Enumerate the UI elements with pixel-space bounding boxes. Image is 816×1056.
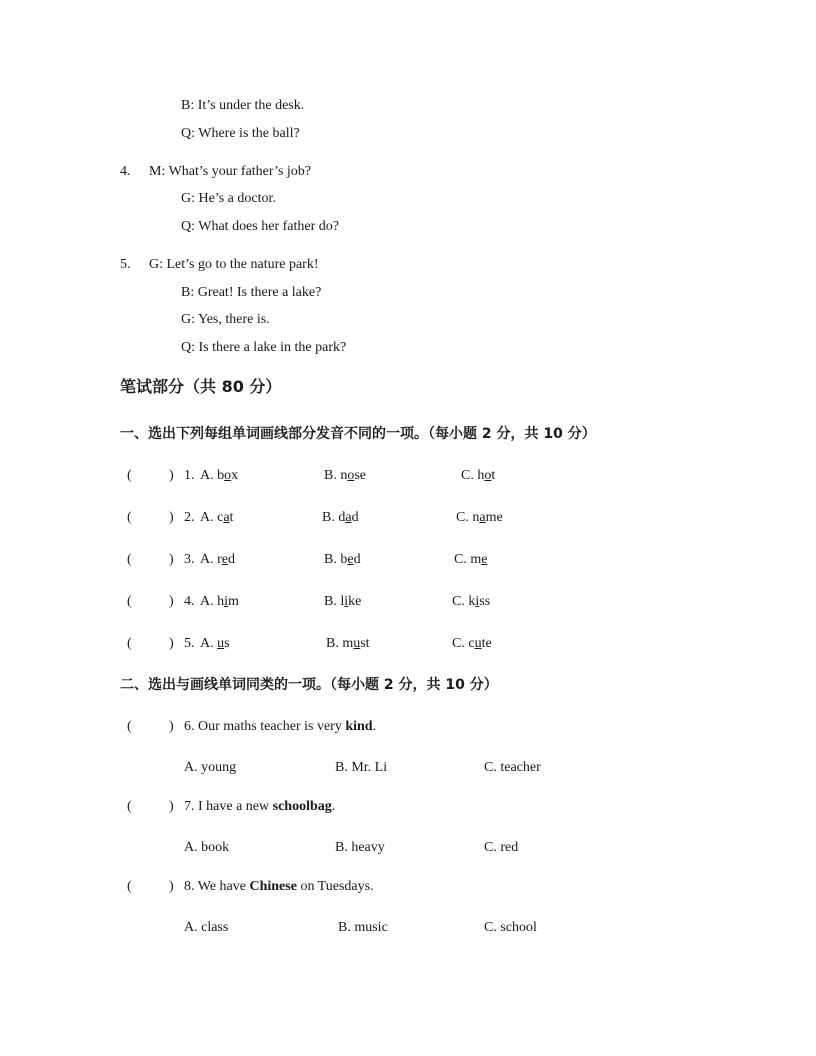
answer-blank-open[interactable]: ( [127, 719, 132, 734]
question-stem [184, 718, 376, 736]
underlined-letter: e [347, 552, 354, 567]
option-a[interactable]: A. class [184, 920, 229, 935]
option-b[interactable]: B. heavy [335, 840, 385, 855]
underlined-letter: i [475, 594, 480, 609]
option-a[interactable] [200, 593, 239, 611]
stem-text: Our maths teacher is very [198, 719, 346, 734]
underlined-letter: a [479, 510, 486, 525]
option-text: d [353, 552, 361, 567]
option-text: B. n [324, 468, 348, 483]
underlined-letter: o [224, 468, 232, 483]
underlined-letter: i [224, 594, 229, 609]
underlined-letter: u [353, 636, 361, 651]
script-line: G: He’s a doctor. [181, 191, 276, 206]
option-c[interactable]: C. school [484, 920, 537, 935]
option-text: d [228, 552, 235, 567]
answer-blank-open[interactable]: ( [127, 879, 132, 894]
option-b[interactable]: B. Mr. Li [335, 760, 388, 775]
script-line: B: Great! Is there a lake? [181, 285, 322, 300]
option-a[interactable]: A. young [184, 760, 237, 775]
option-c[interactable] [461, 467, 495, 485]
question-number: 8. [184, 879, 198, 894]
underlined-letter: e [481, 552, 488, 567]
option-c[interactable]: C. teacher [484, 760, 541, 775]
item-number: 4. [120, 164, 131, 179]
option-text: C. c [452, 636, 475, 651]
option-text: A. b [200, 468, 225, 483]
underlined-letter: u [217, 636, 225, 651]
question-number: 1. [184, 468, 195, 483]
answer-blank-open[interactable]: ( [127, 799, 132, 814]
option-text: B. l [324, 594, 345, 609]
option-text: se [354, 468, 367, 483]
underlined-letter: i [344, 594, 349, 609]
question-number: 4. [184, 594, 195, 609]
option-text: A. r [200, 552, 222, 567]
option-text: t [229, 510, 234, 525]
answer-blank-close: ) [169, 879, 174, 894]
script-line: M: What’s your father’s job? [149, 164, 312, 179]
answer-blank-close: ) [169, 510, 174, 525]
script-line: Q: Is there a lake in the park? [181, 340, 347, 355]
question-number: 3. [184, 552, 195, 567]
option-a[interactable] [200, 551, 235, 569]
stem-text: on Tuesdays. [296, 879, 374, 894]
option-text: C. h [461, 468, 485, 483]
question-number: 6. [184, 719, 198, 734]
stem-text: . [372, 719, 377, 734]
answer-blank-open[interactable]: ( [127, 636, 132, 651]
item-number: 5. [120, 257, 131, 272]
option-text: x [231, 468, 239, 483]
question-number: 7. [184, 799, 198, 814]
answer-blank-close: ) [169, 636, 174, 651]
stem-text: We have [197, 879, 250, 894]
option-text: B. d [322, 510, 346, 525]
option-text: C. k [452, 594, 476, 609]
option-text: ke [348, 594, 362, 609]
option-text: B. b [324, 552, 348, 567]
section2-title: 二、选出与画线单词同类的一项。（每小题 2 分，共 10 分） [120, 677, 498, 693]
option-b[interactable] [322, 509, 359, 527]
option-text: m [228, 594, 239, 609]
option-b[interactable] [324, 593, 361, 611]
option-text: C. n [456, 510, 480, 525]
option-text: d [351, 510, 359, 525]
option-c[interactable] [452, 635, 492, 653]
script-line: B: It’s under the desk. [181, 98, 305, 113]
stem-text: I have a new [198, 799, 273, 814]
underlined-letter: a [345, 510, 352, 525]
answer-blank-open[interactable]: ( [127, 468, 132, 483]
question-stem [184, 878, 374, 896]
underlined-letter: u [474, 636, 482, 651]
option-text: me [485, 510, 503, 525]
option-b[interactable]: B. music [338, 920, 388, 935]
underlined-letter: e [221, 552, 228, 567]
section1-title: 一、选出下列每组单词画线部分发音不同的一项。（每小题 2 分，共 10 分） [120, 426, 596, 442]
option-c[interactable]: C. red [484, 840, 519, 855]
underlined-letter: o [484, 468, 492, 483]
question-stem [184, 798, 335, 816]
option-text: B. m [326, 636, 354, 651]
script-line: G: Let’s go to the nature park! [149, 257, 319, 272]
option-text: s [224, 636, 230, 651]
option-text: A. h [200, 594, 225, 609]
underlined-letter: o [347, 468, 355, 483]
option-text: ss [479, 594, 491, 609]
option-b[interactable] [326, 635, 370, 653]
target-word: kind [345, 719, 373, 734]
option-text: C. m [454, 552, 482, 567]
script-line: G: Yes, there is. [181, 312, 270, 327]
target-word: Chinese [249, 879, 297, 894]
option-c[interactable] [452, 593, 490, 611]
option-b[interactable] [324, 467, 366, 485]
option-text: te [481, 636, 492, 651]
answer-blank-close: ) [169, 552, 174, 567]
answer-blank-close: ) [169, 468, 174, 483]
written-part-title: 笔试部分（共 80 分） [120, 377, 282, 396]
option-text: t [491, 468, 496, 483]
question-number: 5. [184, 636, 195, 651]
underlined-letter: a [223, 510, 230, 525]
option-a[interactable] [200, 467, 238, 485]
answer-blank-open[interactable]: ( [127, 552, 132, 567]
option-text: A. [200, 636, 218, 651]
answer-blank-close: ) [169, 594, 174, 609]
answer-blank-close: ) [169, 719, 174, 734]
option-text: A. c [200, 510, 224, 525]
option-c[interactable] [454, 551, 487, 569]
target-word: schoolbag [272, 799, 332, 814]
question-number: 2. [184, 510, 195, 525]
option-b[interactable] [324, 551, 361, 569]
script-line: Q: Where is the ball? [181, 126, 300, 141]
script-line: Q: What does her father do? [181, 219, 339, 234]
answer-blank-open[interactable]: ( [127, 594, 132, 609]
answer-blank-close: ) [169, 799, 174, 814]
option-c[interactable] [456, 509, 503, 527]
option-a[interactable] [200, 509, 233, 527]
answer-blank-open[interactable]: ( [127, 510, 132, 525]
stem-text: . [331, 799, 336, 814]
option-text: st [360, 636, 370, 651]
option-a[interactable] [200, 635, 230, 653]
option-a[interactable]: A. book [184, 840, 230, 855]
